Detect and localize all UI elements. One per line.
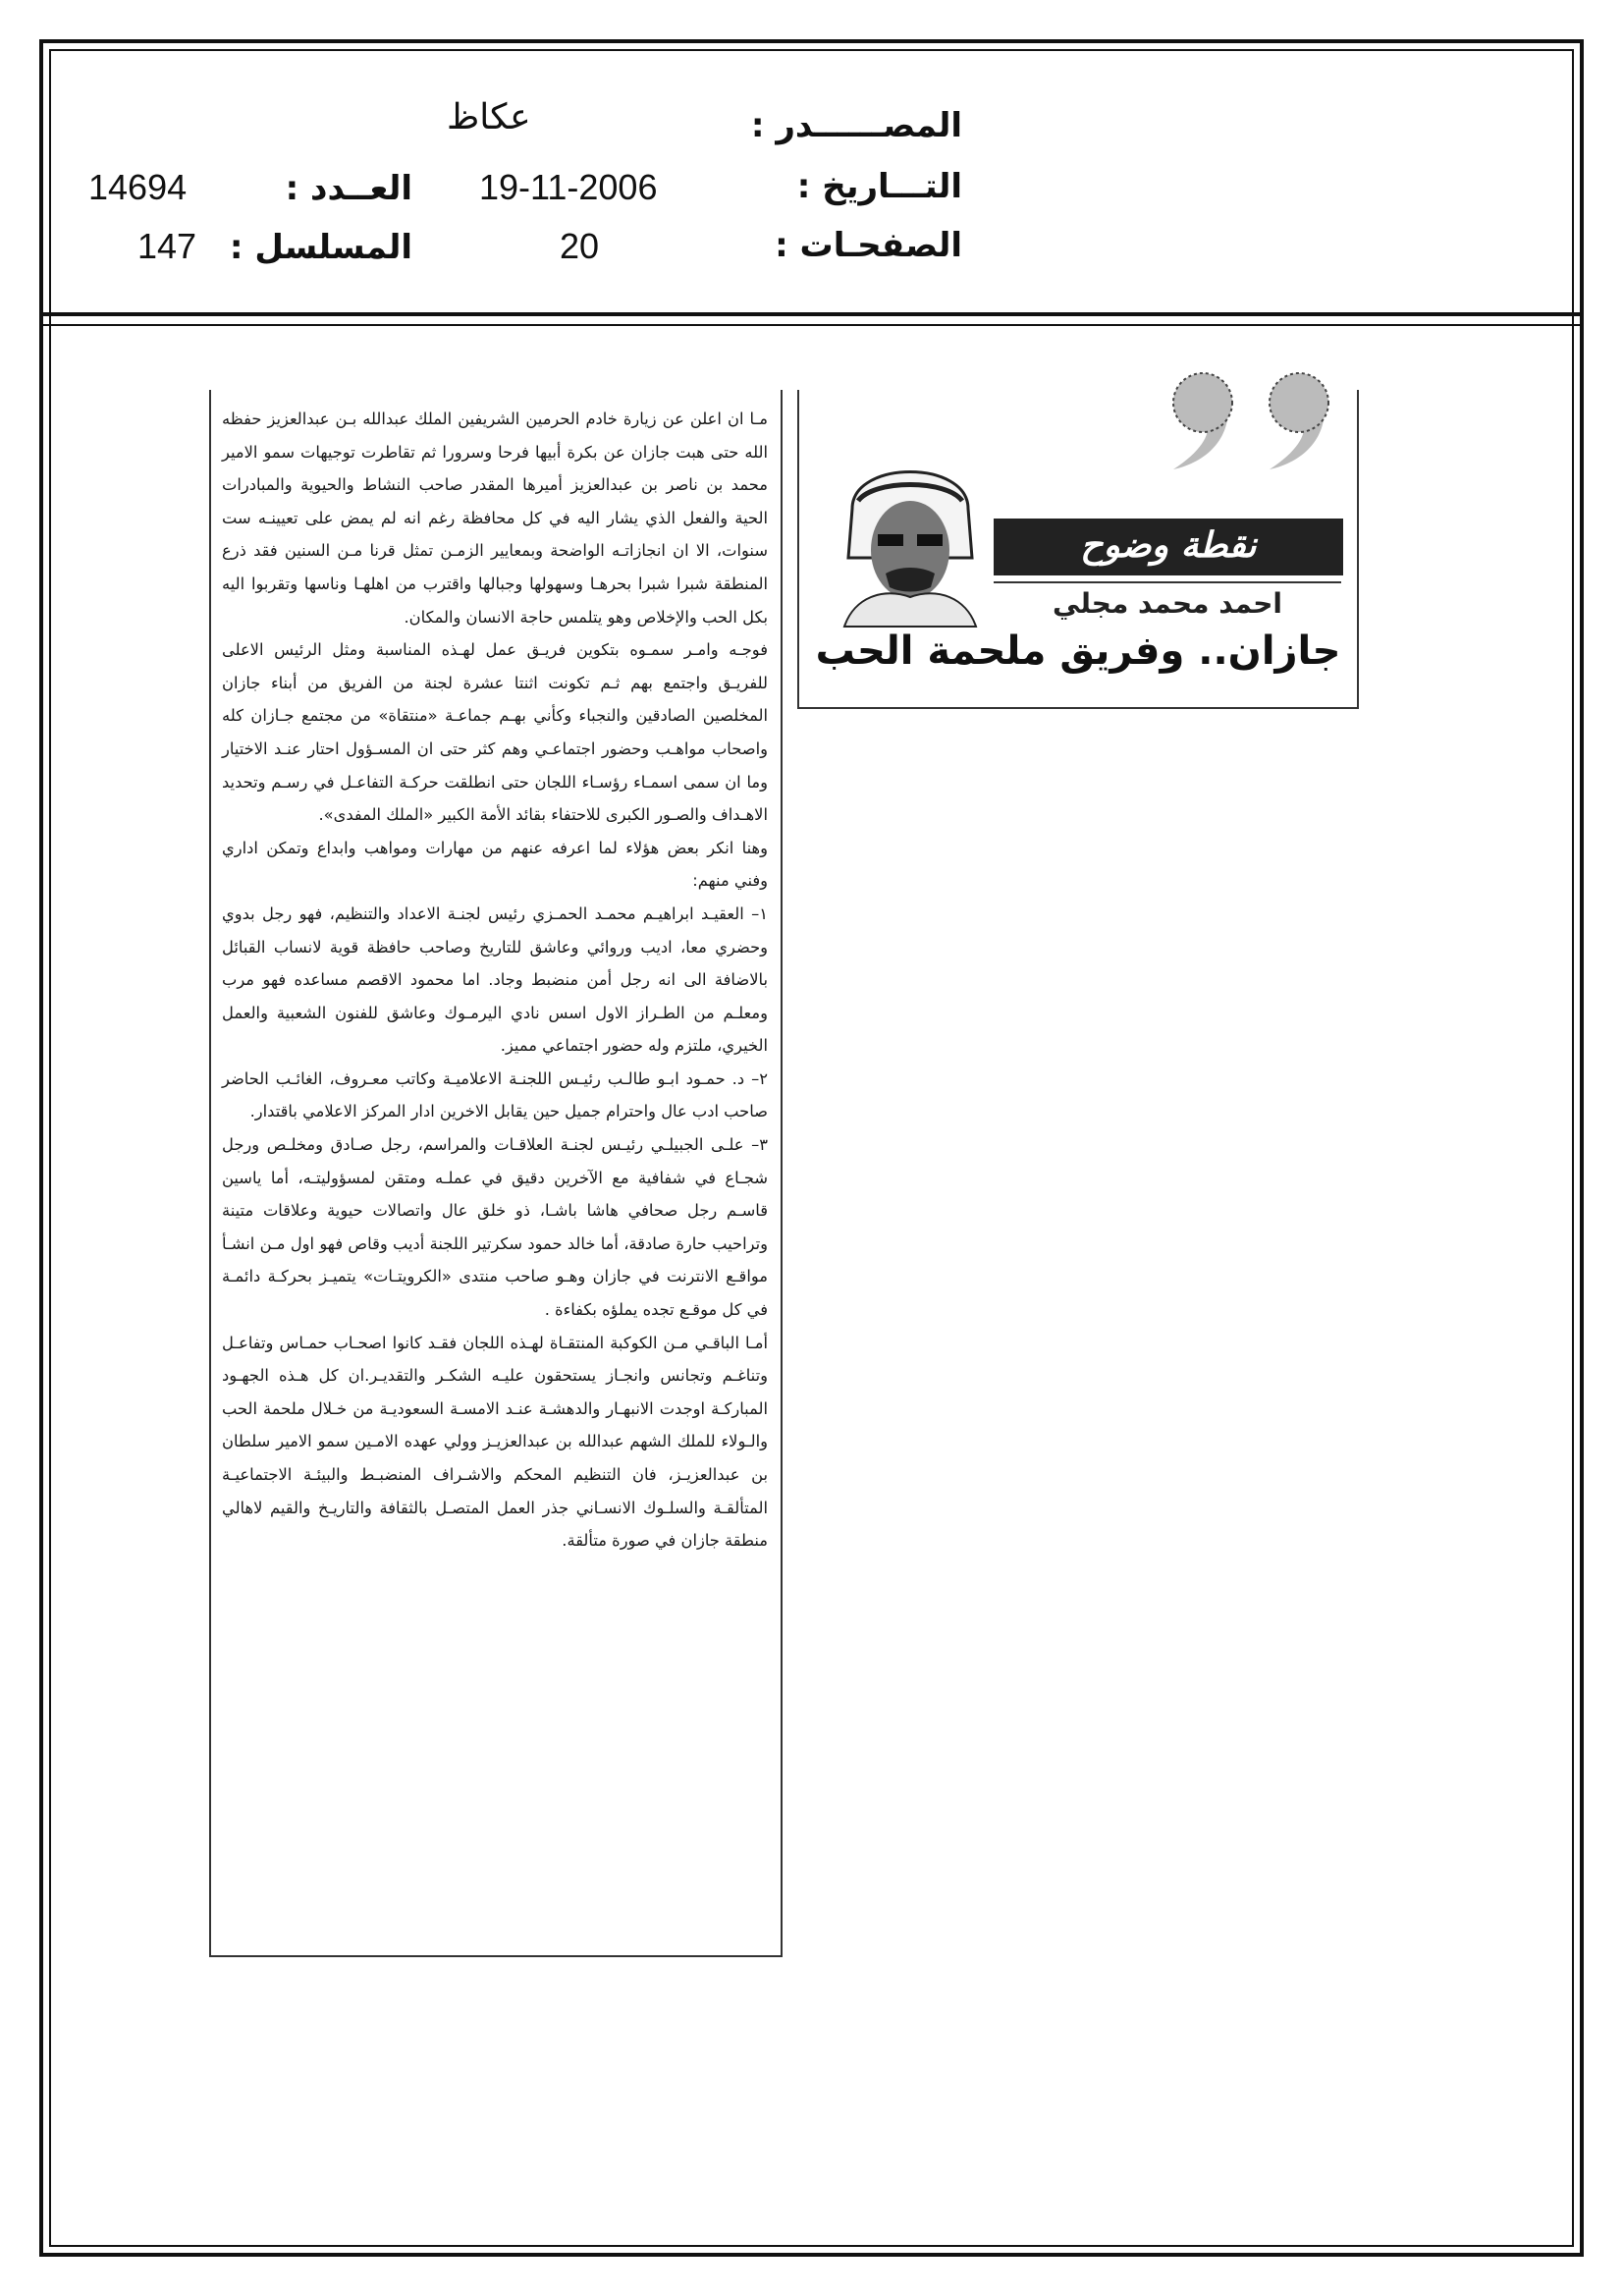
pages-value: 20 xyxy=(560,226,600,266)
article-body xyxy=(222,403,768,1558)
paragraph: وهنا انكر بعض هؤلاء لما اعرفه عنهم من مهارات ومواهب وابداع وتمكن اداري وفني منهم: xyxy=(222,838,768,891)
source-label: المصــــــدر : xyxy=(750,106,962,145)
issue-value: 14694 xyxy=(88,167,188,207)
headline: جازان.. وفريق ملحمة الحب xyxy=(815,629,1341,674)
date-value: 19-11-2006 xyxy=(479,167,658,207)
header-divider xyxy=(43,312,1580,316)
author-name: احمد محمد مجلي xyxy=(994,581,1341,620)
serial-value: 147 xyxy=(137,226,197,266)
date-label: التـــاريخ : xyxy=(796,167,962,206)
author-photo xyxy=(835,440,986,629)
pages-label: الصفحـات : xyxy=(775,226,962,265)
paragraph: مـا ان اعلن عن زيارة خادم الحرمين الشريفين الملك عبدالله بـن عبدالعزيز حفظه الله حتى هبت جازان عن بكرة أبيها فرحا وسرورا ثم تقاطرت توجيهات سمو الامير محمد بن ناصر بن عبدالعزيز أميرها المقدر صاحب النشاط والحيوية والمبادرات الحية والفعل الذي يشار اليه في كل محافظة رغم انه لم يمض على تعيينـه ست سنوات، الا ان انجازاتـه الواضحة وبمعايير الزمـن تمثل قرنا مـن السنين فقد ذرع المنطقة شبرا شبرا بحرهـا وسهولها وجبالها واقترب من اهلهـا وناسها وتقربوا اليه بكل الحب والإخلاص وهو يتلمس حاجة الانسان والمكان. xyxy=(222,410,768,627)
paragraph: ١– العقيـد ابراهيـم محمـد الحمـزي رئيس لجنـة الاعداد والتنظيم، فهو رجل بدوي وحضري معا، اديب وروائي وعاشق للتاريخ وصاحب حافظة قوية لانساب القبائل بالاضافة الى انه رجل أمن منضبط وجاد. اما محمود الاقصم مساعده فهو مرب ومعلـم من الطـراز الاول اسس نادي اليرمـوك وعاشق للفنون الشعبية والعمل الخيري، ملتزم وله حضور اجتماعي مميز. xyxy=(222,903,768,1056)
paragraph: ٢– د. حمـود ابـو طالـب رئيـس اللجنـة الاعلاميـة وكاتب معـروف، الغائـب الحاضر صاحب ادب عال واحترام جميل حين يقابل الاخرين ادار المركز الاعلامي باقتدار. xyxy=(222,1068,768,1121)
column-name-banner: نقطة وضوح xyxy=(994,519,1343,575)
paragraph: فوجـه وامـر سمـوه بتكوين فريـق عمل لهـذه المناسبة ومثل الرئيس الاعلى للفريـق واجتمع بهم ثـم تكونت اثنتا عشرة لجنة من الفريق من أبناء جازان المخلصين الصادقين والنجباء وكأني بهـم جماعـة «منتقاة» من مجتمع جـازان كله واصحاب مواهـب وحضور اجتماعـي وهم كثر حتى ان المسـؤول احتار عنـد الاختيار وما ان سمى اسمـاء رؤسـاء اللجان حتى انطلقت حركـة التفاعـل في رسـم وتحديد الاهـداف والصـور الكبرى للاحتفاء بقائد الأمة الكبير «الملك المفدى». xyxy=(222,640,768,825)
header-divider-thin xyxy=(43,324,1580,326)
issue-label: العــدد : xyxy=(285,169,412,208)
paragraph: ٣– علـى الجبيلـي رئيـس لجنـة العلاقـات والمراسم، رجل صـادق ومخلـص ورجل شجـاع في شفافية مع الآخرين دقيق في عملـه ومتقن لمسؤوليتـه، أما ياسين قاسـم رجل صحافي هاشا باشـا، ذو خلق عال واتصالات حيوية وعلاقات متينة وتراحيب حارة صادقة، أما خالد حمود سكرتير اللجنة أديب وقاص فهو اول مـن انشـأ مواقـع الانترنت في جازان وهـو صاحب منتدى «الكرويتـات» يتميـز بحركـة دائمـة في كل موقـع تجده يملؤه بكفاءة . xyxy=(222,1135,768,1320)
quote-marks-icon xyxy=(1162,365,1353,473)
serial-label: المسلسل : xyxy=(229,228,412,267)
paragraph: أمـا الباقـي مـن الكوكبة المنتقـاة لهـذه اللجان فقـد كانوا اصحـاب حمـاس وتفاعـل وتناغـم وتجانس وانجـاز يستحقون عليـه الشكـر والتقديـر.ان كل هـذه الجهـود المباركـة اوجدت الانبهـار والدهشـة عنـد الامسـة السعوديـة من خـلال ملحمة الحب والـولاء للملك الشهم عبدالله بن عبدالعزيـز وولي عهده الامـين سمو الامير سلطان بن عبدالعزيـز، فان التنظيم المحكم والاشـراف المنضبـط والبيئـة الاجتماعيـة المتألقـة والسلـوك الانسـاني جذر العمل المتصـل بالثقافة والتاريـخ والقيم لاهالي منطقة جازان في صورة متألقة. xyxy=(222,1333,768,1551)
source-value: عكاظ xyxy=(447,96,531,137)
